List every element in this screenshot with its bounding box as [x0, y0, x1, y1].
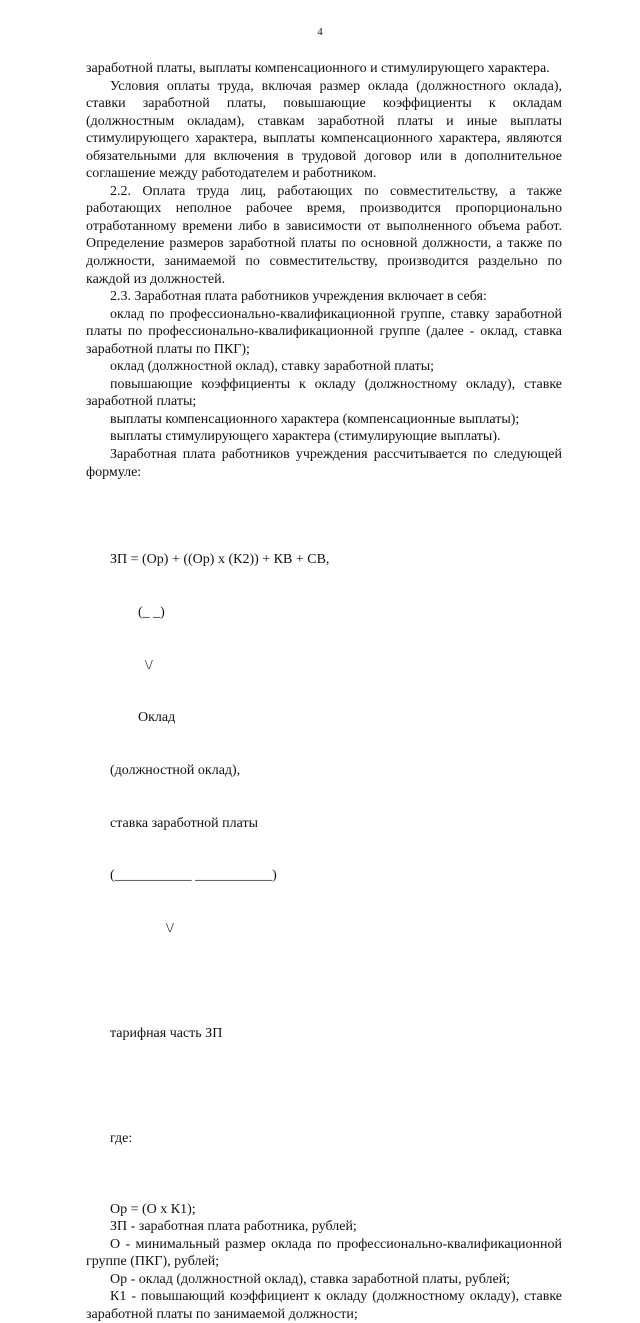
paragraph: заработной платы, выплаты компенсационного и стимулирующего характера.	[86, 61, 550, 76]
spacer	[86, 1183, 562, 1201]
paragraph: ЗП - заработная плата работника, рублей;	[110, 1219, 357, 1235]
formula-line: тарифная часть ЗП	[110, 1026, 223, 1042]
formula-line: (___________ ___________)	[110, 868, 277, 884]
paragraph: оклад по профессионально-квалификационной группе, ставку заработной платы по профессионально-квалификационной группе (далее - оклад, ставка заработной платы по ПКГ);	[86, 306, 562, 357]
paragraph: Условия оплаты труда, включая размер оклада (должностного оклада), ставки заработной платы, повышающие коэффициенты к окладам (должностным окладам), ставкам заработной платы и иные выплаты стимулирующего характера, выплаты компенсационного характера, являются обязательными для включения в трудовой договор или в дополнительное соглашение между работодателем и работником.	[86, 78, 562, 182]
formula-line: \/	[110, 920, 174, 936]
paragraph: Заработная плата работников учреждения рассчитывается по следующей формуле:	[86, 447, 562, 480]
paragraph: выплаты компенсационного характера (компенсационные выплаты);	[110, 411, 520, 427]
paragraphs-top	[86, 60, 562, 481]
salary-formula	[86, 516, 562, 1183]
paragraph: 2.2. Оплата труда лиц, работающих по совместительству, а также работающих неполное рабочее время, производится пропорционально отработанному времени либо в зависимости от выполненного объема работ. Определение размеров заработной платы по основной должности, а также по должности, занимаемой по совместительству, производится раздельно по каждой из должностей.	[86, 183, 562, 287]
spacer	[110, 972, 562, 990]
spacer	[86, 499, 562, 517]
paragraph: повышающие коэффициенты к окладу (должностному окладу), ставке заработной платы;	[86, 376, 562, 410]
paragraphs-bottom	[86, 1201, 562, 1323]
spacer	[110, 1078, 562, 1096]
formula-line: ставка заработной платы	[110, 815, 258, 831]
spacer	[86, 481, 562, 499]
formula-line: где:	[110, 1131, 133, 1147]
paragraph: 2.3. Заработная плата работников учреждения включает в себя:	[110, 289, 487, 305]
document-body	[86, 60, 562, 1323]
formula-line: ЗП = (Ор) + ((Ор) x (К2)) + КВ + СВ,	[110, 552, 330, 568]
paragraph: Ор - оклад (должностной оклад), ставка заработной платы, рублей;	[110, 1271, 511, 1287]
paragraph: оклад (должностной оклад), ставку заработной платы;	[110, 359, 435, 375]
paragraph: Ор = (О x К1);	[110, 1201, 196, 1217]
paragraph: выплаты стимулирующего характера (стимулирующие выплаты).	[110, 429, 501, 445]
paragraph: О - минимальный размер оклада по профессионально-квалификационной группе (ПКГ), рублей;	[86, 1236, 562, 1270]
formula-line: \/	[110, 657, 153, 673]
paragraph: К1 - повышающий коэффициент к окладу (должностному окладу), ставке заработной платы по занимаемой должности;	[86, 1289, 562, 1322]
page-number: 4	[317, 26, 323, 38]
formula-line: Оклад	[110, 710, 176, 726]
formula-line: (_ _)	[110, 604, 165, 620]
formula-line: (должностной оклад),	[110, 762, 241, 778]
